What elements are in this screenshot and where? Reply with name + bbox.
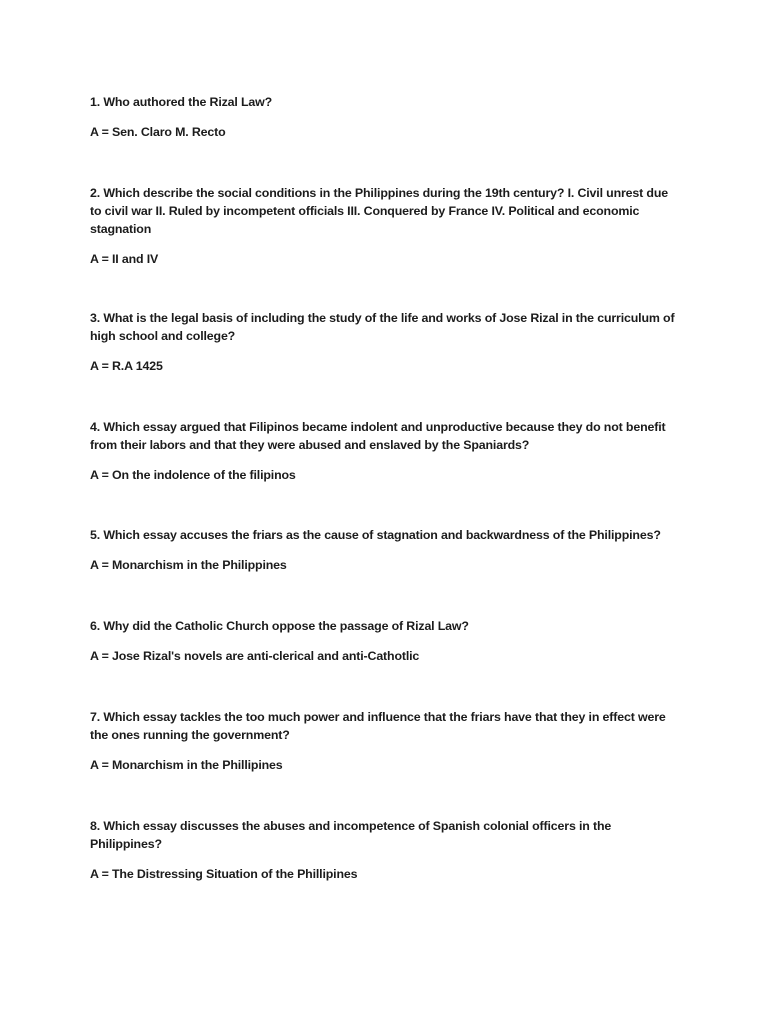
qa-item: [90, 817, 682, 883]
question-text: 6. Why did the Catholic Church oppose the passage of Rizal Law?: [90, 619, 469, 633]
qa-item: [90, 708, 682, 774]
question-text: 2. Which describe the social conditions in the Philippines during the 19th century? I. Civil unrest due to civil war II. Ruled by incompetent officials III. Conquered by France IV. Political and economic stagnation: [90, 186, 669, 236]
question-text: 8. Which essay discusses the abuses and incompetence of Spanish colonial officers in the Philippines?: [90, 819, 612, 851]
answer-text: A = On the indolence of the filipinos: [90, 468, 296, 482]
qa-item: [90, 184, 682, 268]
qa-item: [90, 526, 682, 574]
qa-item: [90, 309, 682, 375]
qa-item: [90, 617, 682, 665]
qa-item: [90, 418, 682, 484]
question-text: 3. What is the legal basis of including the study of the life and works of Jose Rizal in the curriculum of high school and college?: [90, 311, 675, 343]
answer-text: A = Monarchism in the Philippines: [90, 558, 287, 572]
question-text: 7. Which essay tackles the too much power and influence that the friars have that they in effect were the ones running the government?: [90, 710, 666, 742]
answer-text: A = Jose Rizal's novels are anti-clerical and anti-Cathotlic: [90, 649, 420, 663]
question-text: 4. Which essay argued that Filipinos became indolent and unproductive because they do not benefit from their labors and that they were abused and enslaved by the Spaniards?: [90, 420, 666, 452]
answer-text: A = The Distressing Situation of the Phillipines: [90, 867, 358, 881]
question-text: 1. Who authored the Rizal Law?: [90, 95, 273, 109]
answer-text: A = Monarchism in the Phillipines: [90, 758, 283, 772]
answer-text: A = Sen. Claro M. Recto: [90, 125, 226, 139]
answer-text: A = R.A 1425: [90, 359, 163, 373]
qa-item: [90, 93, 682, 141]
answer-text: A = II and IV: [90, 252, 159, 266]
question-text: 5. Which essay accuses the friars as the cause of stagnation and backwardness of the Philippines?: [90, 528, 661, 542]
